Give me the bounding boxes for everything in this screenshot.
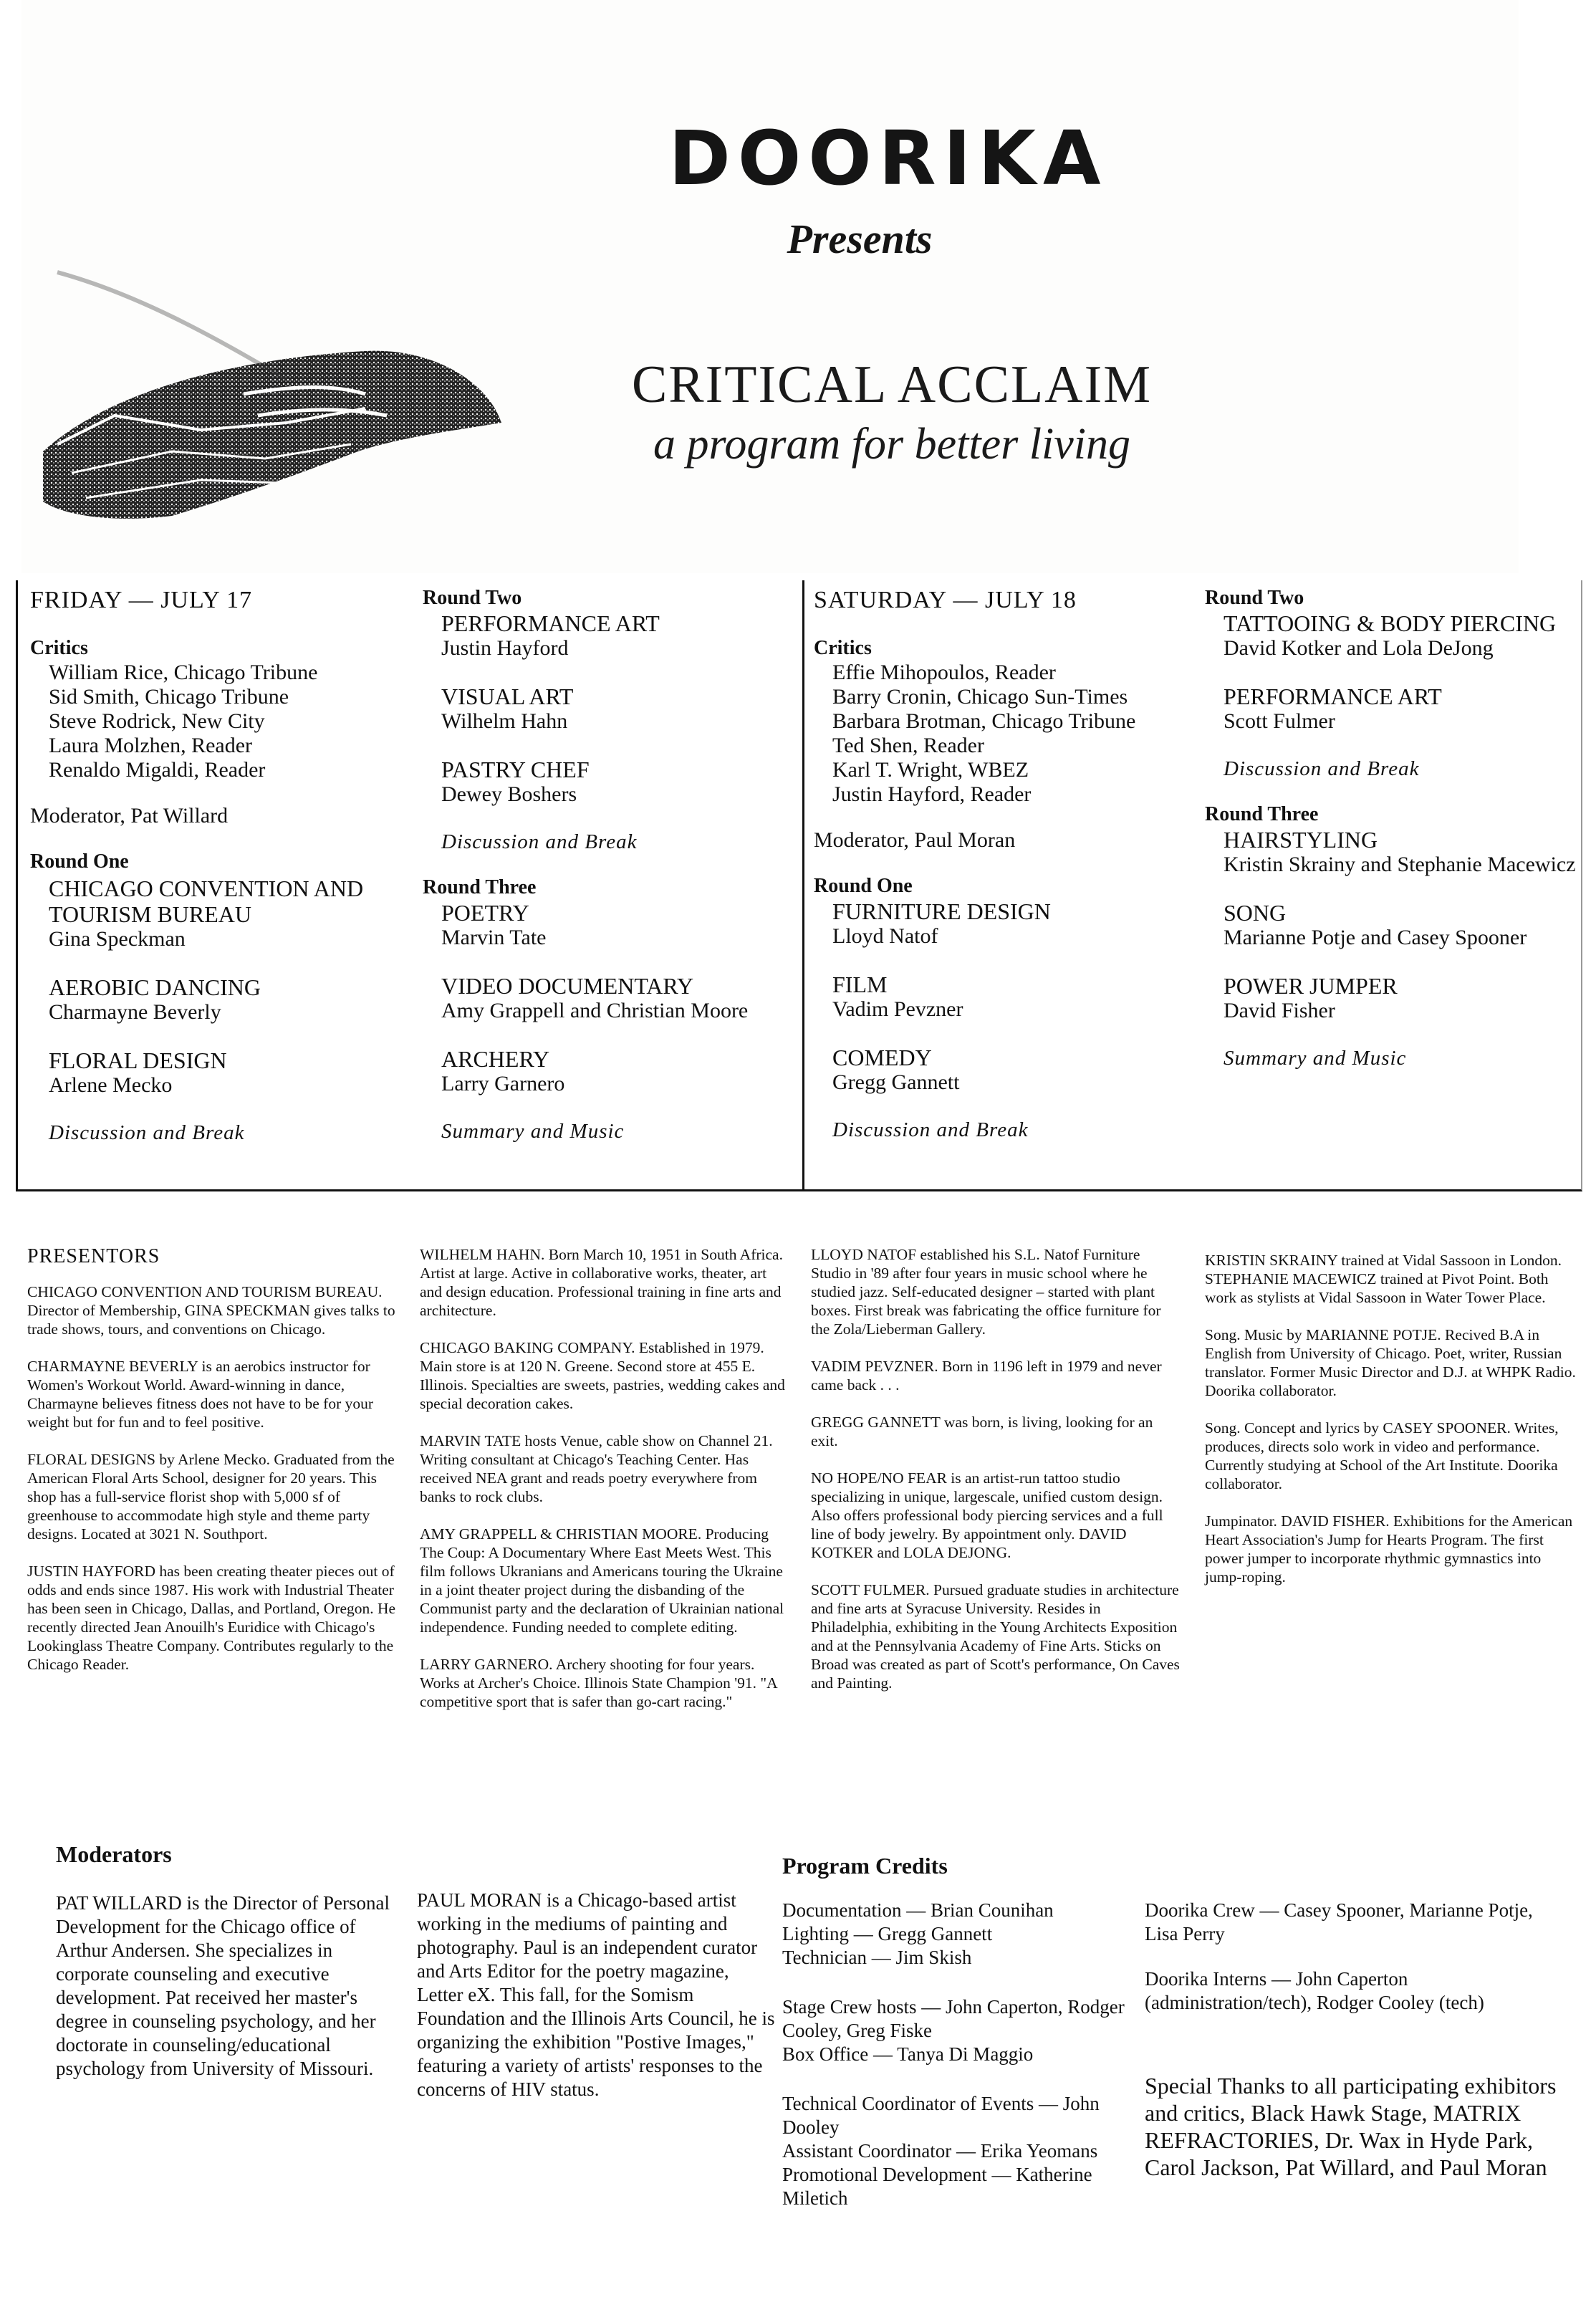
credit-line: Box Office — Tanya Di Maggio: [782, 2043, 1034, 2065]
critic: William Rice, Chicago Tribune: [49, 661, 318, 684]
credits-column-left: [782, 1899, 1133, 2227]
presentors-heading: PRESENTORS: [27, 1245, 160, 1267]
session: [1205, 900, 1577, 950]
session: [1205, 684, 1577, 734]
program-title: CRITICAL ACCLAIM: [631, 355, 1153, 414]
critic: Renaldo Migaldi, Reader: [49, 758, 266, 782]
friday-date: FRIDAY — JULY 17: [30, 587, 253, 613]
session-presenter: Marianne Potje and Casey Spooner: [1224, 926, 1527, 949]
presentor-bio: Song. Concept and lyrics by CASEY SPOONER. Writes, produces, directs solo work in video and performance. Currently studying at School of the Art Institute. Doorika collaborator.: [1205, 1419, 1559, 1492]
session: [1205, 973, 1577, 1023]
moderator-bio-paul: PAUL MORAN is a Chicago-based artist working in the mediums of painting and photography. Paul is an independent curator and Arts Editor for the poetry magazine, Letter eX. This fall, for the Somism Foundation and the Illinois Arts Council, he is organizing the exhibition "Postive Images," featuring a variety of artists' responses to the concerns of HIV status.: [417, 1889, 775, 2100]
break-note: Discussion and Break: [49, 1121, 245, 1144]
session-presenter: Charmayne Beverly: [49, 1000, 221, 1024]
session: [423, 610, 795, 661]
presentor-bio: JUSTIN HAYFORD has been creating theater pieces out of odds and ends since 1987. His work with Industrial Theater has been seen in Chicago, Dallas, and Portland, Oregon. He recently directed Jean Anouilh's Euridice with Chicago's Lookinglass Theatre Company. Contributes regularly to the Chicago Reader.: [27, 1563, 396, 1673]
special-thanks: Special Thanks to all participating exhibitors and critics, Black Hawk Stage, MATRIX REFRACTORIES, Dr. Wax in Hyde Park, Carol Jackson, Pat Willard, and Paul Moran: [1145, 2073, 1557, 2180]
friday-critics-list: [30, 661, 403, 782]
credit-line: Assistant Coordinator — Erika Yeomans: [782, 2140, 1098, 2162]
saturday-moderator: Moderator, Paul Moran: [814, 828, 1016, 852]
critic: Steve Rodrick, New City: [49, 709, 265, 733]
presents-script: Presents: [787, 216, 933, 262]
session-title: FURNITURE DESIGN: [832, 898, 1051, 924]
saturday-round-three-label: Round Three: [1205, 803, 1319, 825]
session-title: PERFORMANCE ART: [441, 610, 660, 636]
presentor-bio: VADIM PEVZNER. Born in 1196 left in 1979 and never came back . . .: [811, 1358, 1162, 1394]
presentor-bio: WILHELM HAHN. Born March 10, 1951 in South Africa. Artist at large. Active in collaborative works, theater, art and design education. Professional training in fine arts and architecture.: [420, 1246, 783, 1319]
hands-on-keyboard-illustration: [29, 215, 516, 530]
presentor-bio: Song. Music by MARIANNE POTJE. Recived B.A in English from University of Chicago. Poet, writer, Russian translator. Former Music Director and D.J. at WHPK Radio. Doorika collaborator.: [1205, 1326, 1576, 1399]
credits-group: [782, 1899, 1133, 1970]
session-title: ARCHERY: [441, 1046, 550, 1072]
moderator-bio-pat: PAT WILLARD is the Director of Personal Development for the Chicago office of Arthur Andersen. She specializes in corporate counseling and executive development. Pat received her master's degree in counseling psychology, and her doctorate in counseling/educational psychology from University of Missouri.: [56, 1892, 390, 2079]
session: [1205, 610, 1577, 661]
session: [1205, 827, 1577, 877]
saturday-round-one-label: Round One: [814, 875, 913, 897]
break-note: Discussion and Break: [1224, 757, 1420, 780]
presentor-bio: LARRY GARNERO. Archery shooting for four years. Works at Archer's Choice. Illinois State Champion '91. "A competitive sport that is safer than go-cart racing.": [420, 1656, 777, 1710]
session-title: AEROBIC DANCING: [49, 974, 261, 1000]
session-title: COMEDY: [832, 1045, 932, 1070]
credits-group: [782, 1995, 1133, 2066]
presentor-bio: AMY GRAPPELL & CHRISTIAN MOORE. Producing The Coup: A Documentary Where East Meets West. This film follows Ukranians and Americans touring the Ukraine in a joint theater project during the disbanding of the Communist party and the declaration of Ukrainian national independence. Funding needed to complete editing.: [420, 1525, 784, 1636]
credit-line: Stage Crew hosts — John Caperton, Rodger Cooley, Greg Fiske: [782, 1996, 1125, 2041]
credits-group: [782, 2092, 1133, 2210]
friday-moderator: Moderator, Pat Willard: [30, 804, 229, 828]
summary-note: Summary and Music: [1224, 1047, 1407, 1070]
presentor-bio: NO HOPE/NO FEAR is an artist-run tattoo studio specializing in unique, largescale, unified custom design. Also offers professional body piercing services and a full line of body jewelry. By appointment only. DAVID KOTKER and LOLA DEJONG.: [811, 1469, 1163, 1561]
session-presenter: Arlene Mecko: [49, 1073, 173, 1097]
session: [814, 1045, 1193, 1095]
session: [30, 876, 403, 951]
summary-note: Summary and Music: [441, 1120, 625, 1143]
saturday-critics-label: Critics: [814, 637, 872, 659]
session-presenter: Lloyd Natof: [832, 924, 938, 948]
session: [423, 900, 795, 950]
session-title: POETRY: [441, 900, 529, 926]
critic: Effie Mihopoulos, Reader: [832, 661, 1056, 684]
presentors-column-3: [811, 1245, 1183, 1711]
break-note: Discussion and Break: [441, 830, 638, 853]
session: [423, 973, 795, 1023]
session-presenter: David Kotker and Lola DeJong: [1224, 636, 1494, 660]
credit-line: Technical Coordinator of Events — John Dooley: [782, 2093, 1100, 2138]
session-title: HAIRSTYLING: [1224, 827, 1378, 853]
session-presenter: Dewey Boshers: [441, 782, 577, 806]
presentor-bio: CHICAGO CONVENTION AND TOURISM BUREAU. Director of Membership, GINA SPECKMAN gives talks to trade shows, tours, and conventions on Chicago.: [27, 1283, 395, 1338]
session-presenter: David Fisher: [1224, 999, 1335, 1022]
critic: Sid Smith, Chicago Tribune: [49, 685, 289, 709]
session-title: FILM: [832, 972, 888, 997]
friday-round-one-label: Round One: [30, 850, 129, 873]
schedule-divider: [802, 580, 804, 1191]
saturday-column-2: [1205, 586, 1577, 1070]
saturday-round-two-label: Round Two: [1205, 587, 1304, 609]
friday-column-2: [423, 586, 795, 1143]
session-title: FLORAL DESIGN: [49, 1047, 227, 1073]
moderators-heading: Moderators: [56, 1841, 172, 1867]
critic: Justin Hayford, Reader: [832, 782, 1032, 806]
brand-logo: DOORIKA: [668, 115, 1108, 202]
credits-column-right: [1145, 1899, 1546, 2032]
session-title: VIDEO DOCUMENTARY: [441, 973, 694, 999]
presentors-column-2: [420, 1245, 792, 1730]
credits-group: Doorika Crew — Casey Spooner, Marianne Potje, Lisa Perry: [1145, 1899, 1533, 1944]
friday-round-three-label: Round Three: [423, 876, 537, 898]
presentors-column-4: [1205, 1251, 1577, 1605]
critic: Karl T. Wright, WBEZ: [832, 758, 1029, 782]
session: [814, 898, 1193, 949]
session-title: CHICAGO CONVENTION AND TOURISM BUREAU: [49, 876, 364, 927]
critic: Barbara Brotman, Chicago Tribune: [832, 709, 1136, 733]
break-note: Discussion and Break: [832, 1118, 1029, 1141]
saturday-date: SATURDAY — JULY 18: [814, 587, 1077, 613]
presentor-bio: CHICAGO BAKING COMPANY. Established in 1979. Main store is at 120 N. Greene. Second store at 455 E. Illinois. Specialties are sweets, pastries, wedding cakes and special decoration cakes.: [420, 1339, 785, 1412]
session-presenter: Justin Hayford: [441, 636, 569, 660]
presentor-bio: SCOTT FULMER. Pursued graduate studies in architecture and fine arts at Syracuse University. Resides in Philadelphia, exhibiting in the Young Architects Exposition and at the Pennsylvania Academy of Fine Arts. Sticks on Broad was created as part of Scott's performance, On Caves and Painting.: [811, 1581, 1180, 1692]
program-subtitle: a program for better living: [653, 420, 1130, 469]
session-presenter: Larry Garnero: [441, 1072, 565, 1095]
credit-line: Technician — Jim Skish: [782, 1947, 972, 1968]
friday-critics-label: Critics: [30, 637, 88, 659]
session-title: PERFORMANCE ART: [1224, 684, 1442, 709]
critic: Laura Molzhen, Reader: [49, 734, 253, 757]
critic: Ted Shen, Reader: [832, 734, 984, 757]
saturday-column-1: [814, 586, 1193, 1142]
session: [423, 757, 795, 807]
presentor-bio: KRISTIN SKRAINY trained at Vidal Sassoon in London. STEPHANIE MACEWICZ trained at Pivot Point. Both work as stylists at Vidal Sassoon in Water Tower Place.: [1205, 1252, 1562, 1306]
session-presenter: Kristin Skrainy and Stephanie Macewicz: [1224, 853, 1576, 876]
session-title: TATTOOING & BODY PIERCING: [1224, 610, 1557, 636]
session-presenter: Scott Fulmer: [1224, 709, 1335, 733]
session: [30, 974, 403, 1025]
presentor-bio: MARVIN TATE hosts Venue, cable show on Channel 21. Writing consultant at Chicago's Teaching Center. Has received NEA grant and reads poetry everywhere from banks to rock clubs.: [420, 1432, 773, 1505]
session-presenter: Wilhelm Hahn: [441, 709, 568, 733]
saturday-critics-list: [814, 661, 1193, 807]
session: [814, 972, 1193, 1022]
friday-column-1: [30, 586, 403, 1145]
session-title: VISUAL ART: [441, 684, 574, 709]
presentor-bio: LLOYD NATOF established his S.L. Natof Furniture Studio in '89 after four years in music school where he studied jazz. Self-educated designer – started with plant boxes. First break was fabricating the office furniture for the Zola/Lieberman Gallery.: [811, 1246, 1161, 1338]
credits-group: Doorika Interns — John Caperton (administration/tech), Rodger Cooley (tech): [1145, 1968, 1484, 2013]
session: [423, 1046, 795, 1096]
presentor-bio: GREGG GANNETT was born, is living, looking for an exit.: [811, 1414, 1153, 1449]
credit-line: Promotional Development — Katherine Miletich: [782, 2164, 1092, 2209]
session-title: SONG: [1224, 900, 1287, 926]
session-presenter: Marvin Tate: [441, 926, 547, 949]
credit-line: Documentation — Brian Counihan: [782, 1899, 1054, 1921]
presentor-bio: CHARMAYNE BEVERLY is an aerobics instructor for Women's Workout World. Award-winning in dance, Charmayne believes fitness does not have to be for your weight but for fun and to feel positive.: [27, 1358, 374, 1431]
critic: Barry Cronin, Chicago Sun-Times: [832, 685, 1128, 709]
session-presenter: Gina Speckman: [49, 927, 186, 951]
session: [30, 1047, 403, 1098]
session-presenter: Vadim Pevzner: [832, 997, 963, 1021]
friday-round-two-label: Round Two: [423, 587, 522, 609]
presentor-bio: FLORAL DESIGNS by Arlene Mecko. Graduated from the American Floral Arts School, designer for 20 years. This shop has a full-service florist shop with 5,000 sf of greenhouse to accommodate high style and theme party designs. Located at 3021 N. Southport.: [27, 1451, 395, 1543]
presentors-column-1: [27, 1282, 400, 1692]
session-title: PASTRY CHEF: [441, 757, 590, 782]
session-title: POWER JUMPER: [1224, 973, 1398, 999]
session-presenter: Gregg Gannett: [832, 1070, 960, 1094]
credit-line: Lighting — Gregg Gannett: [782, 1923, 993, 1944]
session: [423, 684, 795, 734]
presentor-bio: Jumpinator. DAVID FISHER. Exhibitions for the American Heart Association's Jump for Hearts Program. The first power jumper to incorporate rhythmic gymnastics into jump-roping.: [1205, 1512, 1573, 1586]
session-presenter: Amy Grappell and Christian Moore: [441, 999, 749, 1022]
credits-heading: Program Credits: [782, 1853, 948, 1879]
